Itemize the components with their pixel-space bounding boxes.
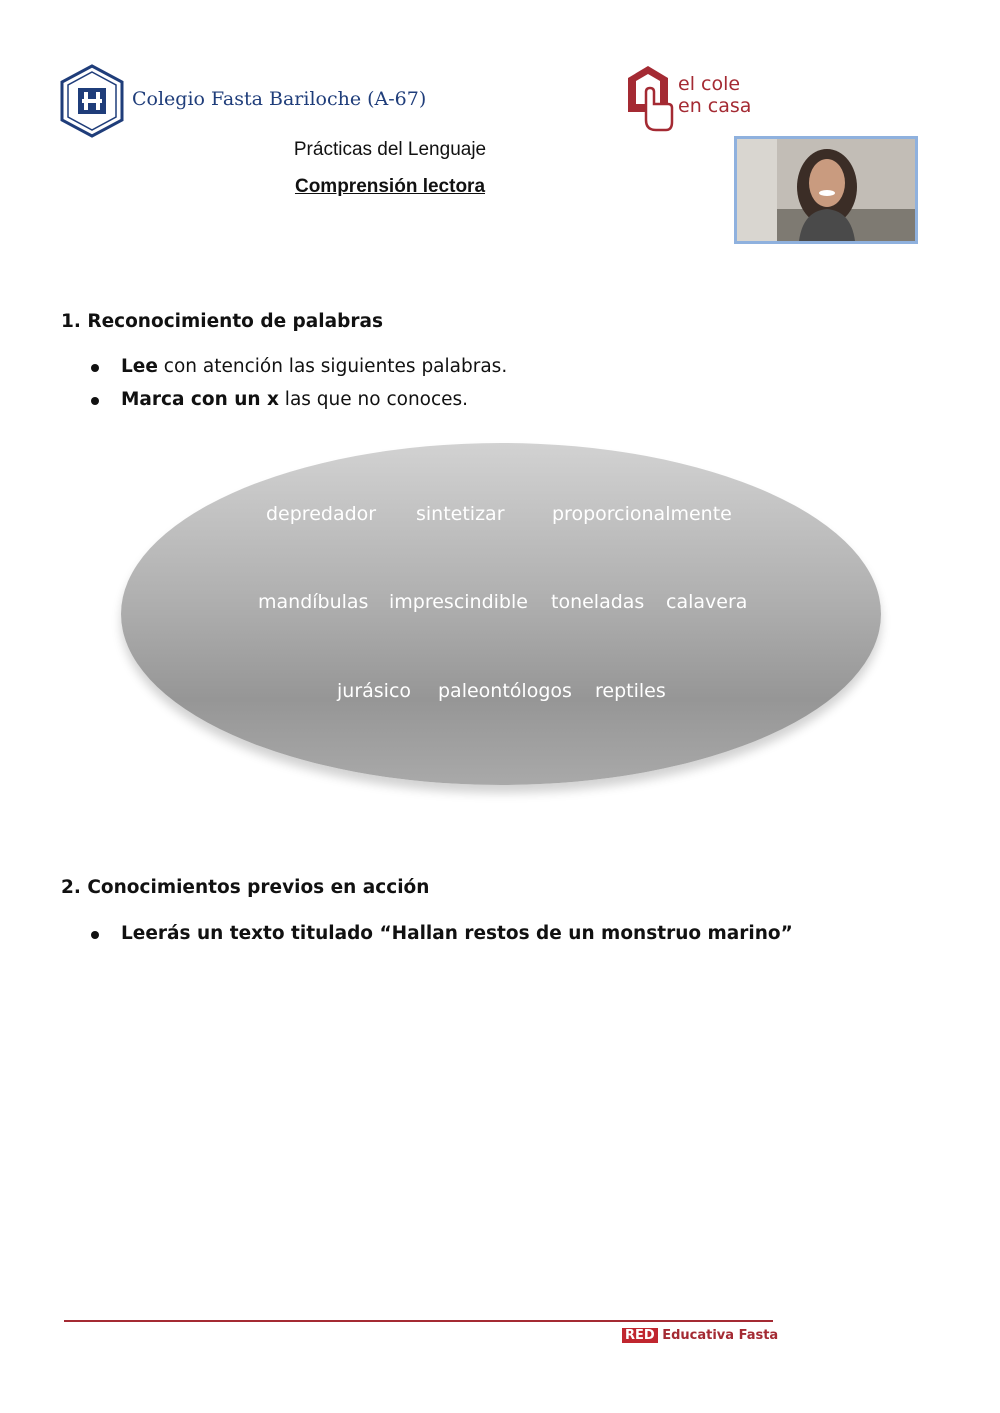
cole-line-2: en casa — [678, 95, 752, 117]
cole-line-1: el cole — [678, 73, 741, 95]
instruction-verb: Lee — [121, 356, 158, 377]
word-item[interactable]: calavera — [666, 591, 748, 613]
instruction-text: Leerás un texto titulado “Hallan restos de un monstruo marino” — [121, 923, 793, 944]
teacher-portrait-image — [737, 139, 915, 241]
word-item[interactable]: sintetizar — [416, 503, 505, 525]
school-name: Colegio Fasta Bariloche (A-67) — [132, 88, 427, 110]
bullet-icon — [91, 397, 99, 405]
word-item[interactable]: reptiles — [595, 680, 666, 702]
word-item[interactable]: paleontólogos — [438, 680, 572, 702]
instruction-text: las que no conoces. — [278, 389, 469, 410]
section-1-title: 1. Reconocimiento de palabras — [61, 311, 383, 332]
school-crest-icon — [58, 64, 126, 138]
footer-divider — [64, 1320, 773, 1322]
footer-brand-text: Educativa Fasta — [657, 1328, 779, 1343]
word-ellipse — [121, 443, 881, 785]
instruction-verb: Marca con un x — [121, 389, 279, 410]
teacher-photo — [734, 136, 918, 244]
footer-red-label: RED — [622, 1328, 658, 1343]
word-item[interactable]: imprescindible — [389, 591, 528, 613]
word-item[interactable]: toneladas — [551, 591, 645, 613]
footer-brand — [622, 1328, 778, 1343]
word-item[interactable]: mandíbulas — [258, 591, 369, 613]
word-item[interactable]: proporcionalmente — [552, 503, 732, 525]
el-cole-en-casa-logo — [626, 64, 766, 136]
instruction-text: con atención las siguientes palabras. — [157, 356, 508, 377]
bullet-icon — [91, 364, 99, 372]
subject-heading: Prácticas del Lenguaje — [293, 139, 487, 160]
word-item[interactable]: depredador — [266, 503, 377, 525]
word-item[interactable]: jurásico — [337, 680, 412, 702]
bullet-icon — [91, 931, 99, 939]
section-2-title: 2. Conocimientos previos en acción — [61, 877, 430, 898]
house-hand-icon — [626, 64, 676, 136]
page-title: Comprensión lectora — [294, 176, 486, 197]
school-logo — [58, 64, 126, 138]
